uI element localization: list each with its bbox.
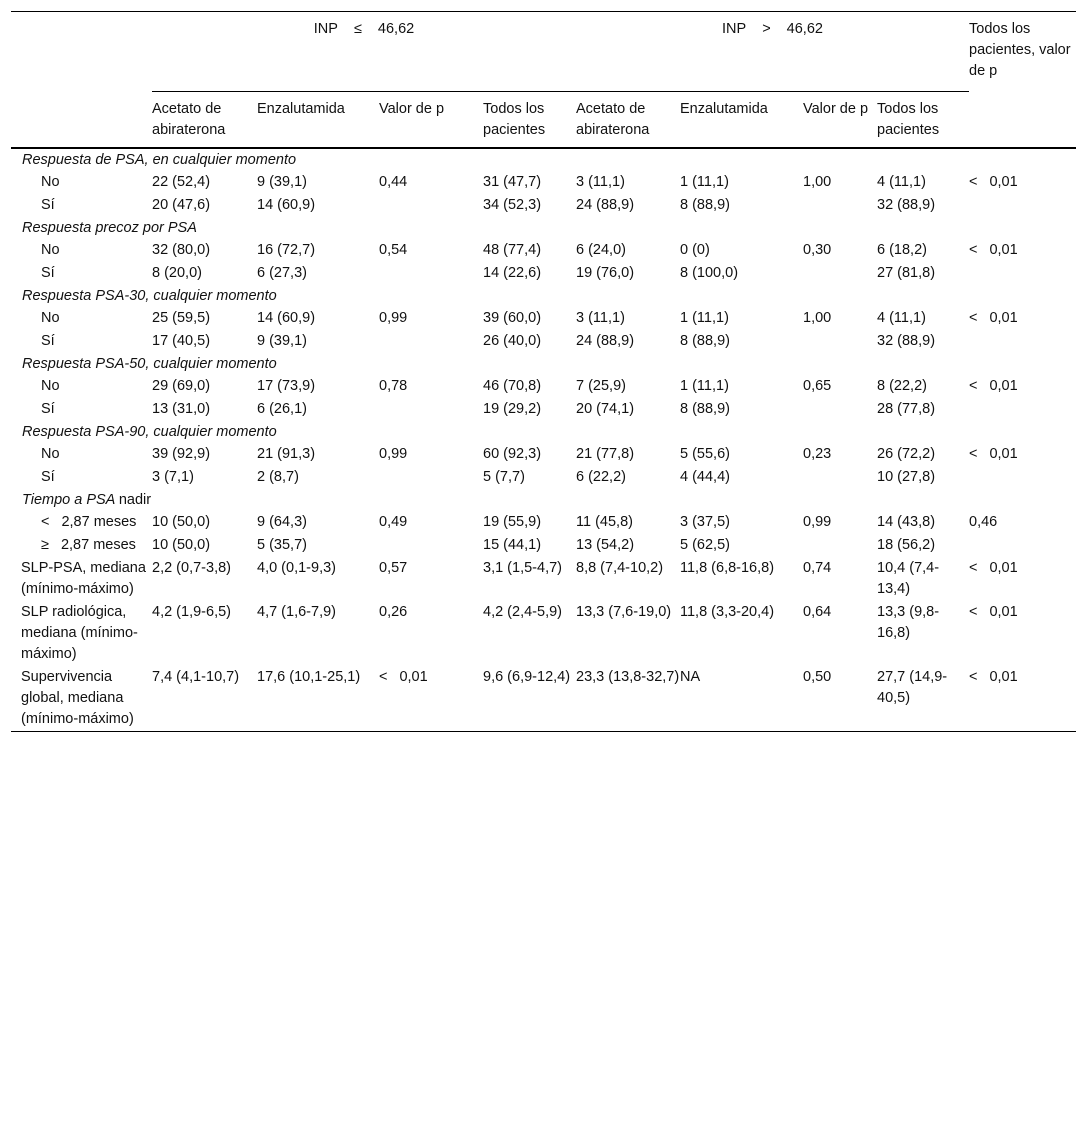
table-cell: 18 (56,2)	[877, 537, 936, 553]
table-cell	[379, 262, 483, 285]
table-cell: 0,99	[803, 514, 832, 530]
row-label: Sí	[41, 197, 55, 213]
table-cell: 4,7 (1,6-7,9)	[257, 604, 336, 620]
row-label: Sí	[41, 333, 55, 349]
row-label: No	[41, 242, 60, 258]
table-cell	[379, 330, 483, 353]
table-cell: 39 (60,0)	[483, 310, 542, 326]
section-row	[11, 353, 1076, 375]
table-cell: 23,3 (13,8-32,7)	[576, 669, 680, 685]
table-cell: 14 (43,8)	[877, 514, 936, 530]
group-header-inp-high: INP > 46,62	[576, 12, 969, 92]
table-cell: 3,1 (1,5-4,7)	[483, 560, 562, 576]
table-cell: 48 (77,4)	[483, 242, 542, 258]
table-cell: 4 (44,4)	[680, 469, 730, 485]
table-cell: 1 (11,1)	[680, 378, 729, 394]
table-body	[11, 148, 1076, 732]
row-label: No	[41, 378, 60, 394]
table-cell: 9,6 (6,9-12,4)	[483, 669, 571, 685]
table-cell: 4 (11,1)	[877, 174, 926, 190]
table-cell: 6 (27,3)	[257, 265, 307, 281]
table-cell	[379, 398, 483, 421]
table-cell: 13 (31,0)	[152, 401, 211, 417]
table-cell	[803, 330, 877, 353]
table-cell: 32 (80,0)	[152, 242, 211, 258]
table-cell: 11,8 (6,8-16,8)	[680, 560, 775, 576]
table-cell: 26 (72,2)	[877, 446, 936, 462]
table-cell: 1 (11,1)	[680, 310, 729, 326]
table-row	[11, 171, 1076, 194]
subheader: Acetato de abiraterona	[152, 101, 226, 138]
table-cell: < 0,01	[969, 560, 1018, 576]
table-cell: 7,4 (4,1-10,7)	[152, 669, 240, 685]
table-cell: 21 (77,8)	[576, 446, 635, 462]
subheader: Valor de p	[803, 101, 869, 117]
table-cell: 10 (50,0)	[152, 537, 211, 553]
table-cell: 2,2 (0,7-3,8)	[152, 560, 231, 576]
table-cell: 0,74	[803, 560, 832, 576]
table-row	[11, 307, 1076, 330]
section-title: Respuesta de PSA, en cualquier momento	[22, 152, 297, 168]
table-cell: 11 (45,8)	[576, 514, 633, 530]
table-cell: 7 (25,9)	[576, 378, 626, 394]
table-cell: < 0,01	[969, 446, 1018, 462]
table-cell: 28 (77,8)	[877, 401, 936, 417]
table-cell: 21 (91,3)	[257, 446, 316, 462]
section-row	[11, 285, 1076, 307]
table-cell: < 0,01	[969, 378, 1018, 394]
section-row	[11, 217, 1076, 239]
table-row	[11, 330, 1076, 353]
row-label: Supervivencia global, mediana (mínimo-máximo)	[21, 669, 134, 727]
table-cell: 25 (59,5)	[152, 310, 211, 326]
table-cell	[969, 262, 1076, 285]
table-cell: 0,44	[379, 174, 408, 190]
table-cell	[803, 398, 877, 421]
table-cell	[969, 534, 1076, 557]
table-cell	[803, 262, 877, 285]
table-cell: 24 (88,9)	[576, 197, 635, 213]
header-all-patients-p: Todos los pacientes, valor de p	[969, 21, 1071, 79]
table-cell: 8 (22,2)	[877, 378, 927, 394]
table-cell: 6 (26,1)	[257, 401, 307, 417]
group-header-inp-low: INP ≤ 46,62	[152, 12, 576, 92]
row-label: No	[41, 310, 60, 326]
subheader: Todos los pacientes	[877, 101, 940, 138]
row-label: No	[41, 174, 60, 190]
row-label: SLP-PSA, mediana (mínimo-máximo)	[21, 560, 146, 597]
table-cell	[803, 466, 877, 489]
table-cell: 19 (55,9)	[483, 514, 542, 530]
table-cell: 27,7 (14,9-40,5)	[877, 669, 948, 706]
table-cell: 20 (47,6)	[152, 197, 211, 213]
table-cell: 17 (73,9)	[257, 378, 316, 394]
section-row	[11, 421, 1076, 443]
table-cell: 6 (22,2)	[576, 469, 626, 485]
table-row	[11, 375, 1076, 398]
table-cell: 5 (35,7)	[257, 537, 307, 553]
table-cell: NA	[680, 669, 701, 685]
table-cell: 0,50	[803, 669, 832, 685]
section-row	[11, 148, 1076, 171]
table-cell: 29 (69,0)	[152, 378, 211, 394]
table-cell: 3 (7,1)	[152, 469, 194, 485]
table-cell: 14 (60,9)	[257, 197, 316, 213]
table-row	[11, 466, 1076, 489]
table-cell	[969, 330, 1076, 353]
table-cell: 0,64	[803, 604, 832, 620]
table-cell: 2 (8,7)	[257, 469, 299, 485]
table-cell: 34 (52,3)	[483, 197, 542, 213]
table-cell: < 0,01	[969, 174, 1018, 190]
table-cell: 13 (54,2)	[576, 537, 635, 553]
results-table	[11, 11, 1076, 732]
table-cell: 5 (62,5)	[680, 537, 730, 553]
subheader: Valor de p	[379, 101, 445, 117]
table-cell: 0,26	[379, 604, 408, 620]
table-cell: 11,8 (3,3-20,4)	[680, 604, 775, 620]
table-cell	[379, 534, 483, 557]
table-cell: 31 (47,7)	[483, 174, 542, 190]
table-cell: 22 (52,4)	[152, 174, 211, 190]
table-cell: 0,46	[969, 514, 998, 530]
table-cell: 3 (11,1)	[576, 310, 625, 326]
table-row	[11, 443, 1076, 466]
table-cell: 6 (24,0)	[576, 242, 626, 258]
table-cell: 32 (88,9)	[877, 197, 936, 213]
table-cell: 8 (88,9)	[680, 197, 730, 213]
section-title: Respuesta PSA-30, cualquier momento	[22, 288, 277, 304]
table-cell: 0,57	[379, 560, 408, 576]
table-cell: 8 (100,0)	[680, 265, 739, 281]
subheader: Enzalutamida	[257, 101, 345, 117]
subheader: Acetato de abiraterona	[576, 101, 650, 138]
table-cell: 17 (40,5)	[152, 333, 211, 349]
table-row	[11, 534, 1076, 557]
section-title: Respuesta precoz por PSA	[22, 220, 197, 236]
table-cell: 0,99	[379, 310, 408, 326]
table-cell: < 0,01	[969, 310, 1018, 326]
table-cell: 0,23	[803, 446, 832, 462]
table-cell	[379, 466, 483, 489]
table-cell: 0,99	[379, 446, 408, 462]
table-cell: 4,2 (1,9-6,5)	[152, 604, 231, 620]
table-cell: 0,54	[379, 242, 408, 258]
section-title: Respuesta PSA-50, cualquier momento	[22, 356, 277, 372]
table-cell: 9 (39,1)	[257, 174, 307, 190]
table-cell: 10 (27,8)	[877, 469, 936, 485]
table-cell: 26 (40,0)	[483, 333, 542, 349]
table-cell: 6 (18,2)	[877, 242, 927, 258]
table-cell: 4,0 (0,1-9,3)	[257, 560, 336, 576]
table-cell: < 0,01	[969, 604, 1018, 620]
table-cell: 19 (29,2)	[483, 401, 542, 417]
table-row	[11, 398, 1076, 421]
row-label: ≥ 2,87 meses	[41, 537, 136, 553]
table-cell: 60 (92,3)	[483, 446, 542, 462]
row-label: < 2,87 meses	[41, 514, 137, 530]
table-cell: 32 (88,9)	[877, 333, 936, 349]
table-row	[11, 262, 1076, 285]
table-cell: 0,49	[379, 514, 408, 530]
table-cell: 1 (11,1)	[680, 174, 729, 190]
subheader: Todos los pacientes	[483, 101, 546, 138]
table-cell: 0,65	[803, 378, 832, 394]
table-cell: 5 (7,7)	[483, 469, 525, 485]
table-cell: 17,6 (10,1-25,1)	[257, 669, 361, 685]
table-cell	[379, 194, 483, 217]
row-label: No	[41, 446, 60, 462]
table-cell: 8,8 (7,4-10,2)	[576, 560, 664, 576]
table-cell	[969, 466, 1076, 489]
table-cell: 8 (20,0)	[152, 265, 202, 281]
table-cell: 8 (88,9)	[680, 333, 730, 349]
table-cell: 5 (55,6)	[680, 446, 730, 462]
table-cell: 4,2 (2,4-5,9)	[483, 604, 562, 620]
table-cell: 19 (76,0)	[576, 265, 635, 281]
table-cell: 13,3 (9,8-16,8)	[877, 604, 940, 641]
table-row	[11, 511, 1076, 534]
table-cell: 1,00	[803, 310, 832, 326]
table-cell: 14 (22,6)	[483, 265, 542, 281]
table-cell: 27 (81,8)	[877, 265, 936, 281]
section-row	[11, 489, 1076, 511]
section-title: Tiempo a PSA nadir	[22, 492, 152, 508]
row-label: SLP radiológica, mediana (mínimo-máximo)	[21, 604, 138, 662]
table-cell: 20 (74,1)	[576, 401, 635, 417]
table-cell: 9 (39,1)	[257, 333, 307, 349]
row-label: Sí	[41, 401, 55, 417]
table-cell: 15 (44,1)	[483, 537, 542, 553]
table-cell: 4 (11,1)	[877, 310, 926, 326]
table-cell: 46 (70,8)	[483, 378, 542, 394]
table-cell: < 0,01	[379, 669, 428, 685]
table-cell	[803, 194, 877, 217]
section-title: Respuesta PSA-90, cualquier momento	[22, 424, 277, 440]
table-row	[11, 557, 1076, 601]
table-cell: 24 (88,9)	[576, 333, 635, 349]
table-cell	[803, 534, 877, 557]
subheader: Enzalutamida	[680, 101, 768, 117]
table-cell: 13,3 (7,6-19,0)	[576, 604, 672, 620]
table-cell: 0,30	[803, 242, 832, 258]
table-cell: 16 (72,7)	[257, 242, 316, 258]
table-cell: 3 (37,5)	[680, 514, 730, 530]
table-cell: 14 (60,9)	[257, 310, 316, 326]
table-cell: 0,78	[379, 378, 408, 394]
table-cell: 3 (11,1)	[576, 174, 625, 190]
table-row	[11, 239, 1076, 262]
row-label: Sí	[41, 265, 55, 281]
table-cell: 8 (88,9)	[680, 401, 730, 417]
table-row	[11, 601, 1076, 666]
table-row	[11, 194, 1076, 217]
table-row	[11, 666, 1076, 732]
corner-cell	[11, 12, 152, 92]
table-cell: 9 (64,3)	[257, 514, 307, 530]
row-label: Sí	[41, 469, 55, 485]
table-cell	[969, 398, 1076, 421]
table-cell	[969, 194, 1076, 217]
table-cell: 0 (0)	[680, 242, 710, 258]
table-cell: 1,00	[803, 174, 832, 190]
table-cell: 39 (92,9)	[152, 446, 211, 462]
table-cell: 10,4 (7,4-13,4)	[877, 560, 940, 597]
table-cell: 10 (50,0)	[152, 514, 211, 530]
table-cell: < 0,01	[969, 242, 1018, 258]
table-cell: < 0,01	[969, 669, 1018, 685]
